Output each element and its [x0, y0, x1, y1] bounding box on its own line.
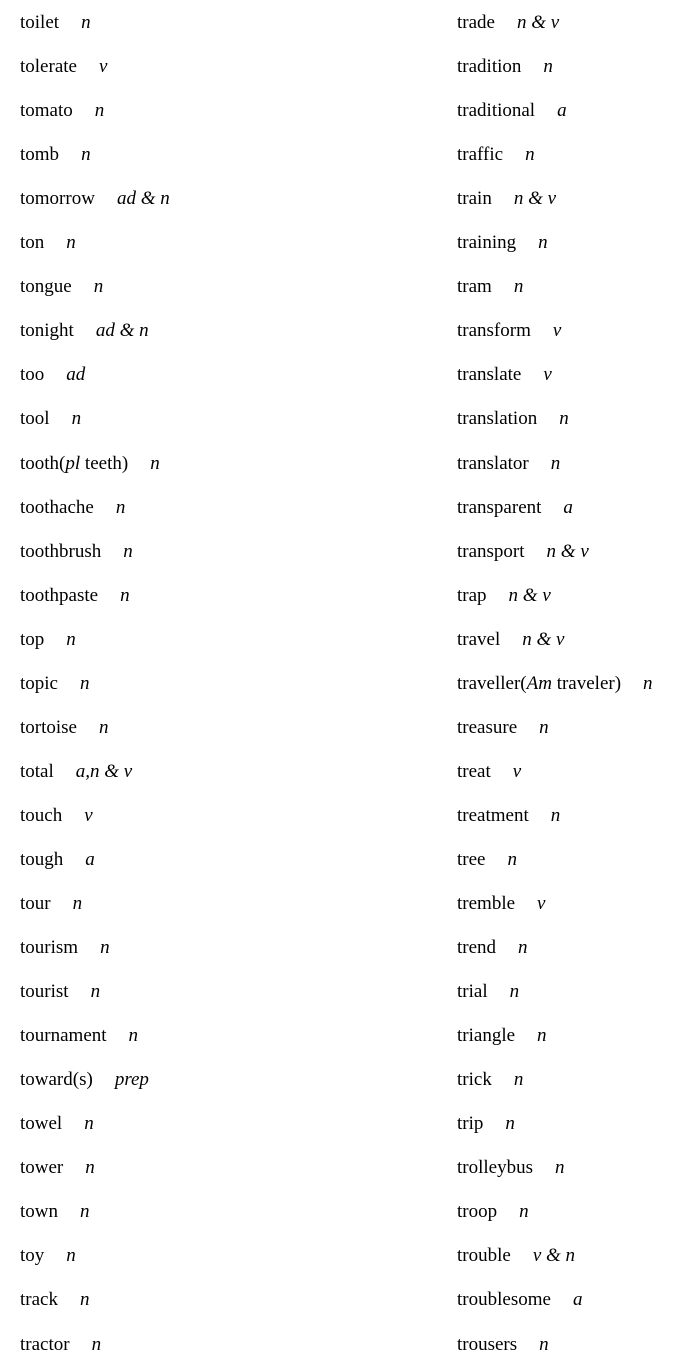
headword	[457, 1069, 492, 1090]
headword-part: traveler)	[551, 672, 622, 694]
part-of-speech: n	[525, 144, 535, 166]
headword-part: total	[20, 760, 54, 782]
word-entry	[457, 1109, 515, 1139]
word-entry	[20, 581, 130, 611]
headword	[457, 408, 537, 429]
part-of-speech: n & v	[522, 628, 565, 650]
headword	[457, 673, 621, 694]
word-entry	[20, 493, 125, 523]
word-entry	[20, 977, 100, 1007]
headword	[20, 408, 50, 429]
word-entry	[20, 1330, 101, 1360]
word-entry	[20, 1021, 138, 1051]
word-entry	[457, 1285, 582, 1315]
part-of-speech: a	[563, 496, 573, 518]
headword	[457, 56, 521, 77]
headword	[20, 541, 101, 562]
part-of-speech: n	[513, 276, 524, 298]
headword-part: tool	[20, 408, 50, 430]
word-entry	[20, 801, 93, 831]
headword-part: treatment	[457, 804, 529, 826]
headword	[457, 805, 529, 826]
headword	[20, 453, 128, 474]
headword-part: tour	[20, 893, 51, 914]
headword	[20, 1069, 93, 1090]
headword-part: treat	[457, 760, 491, 782]
headword-part: tournament	[20, 1025, 107, 1047]
headword-part: traffic	[457, 144, 504, 166]
headword-part: towel	[20, 1113, 63, 1135]
word-entry	[20, 360, 85, 390]
part-of-speech: n	[537, 1025, 547, 1047]
part-of-speech: n	[71, 408, 82, 430]
headword	[20, 232, 44, 253]
headword	[20, 100, 73, 121]
headword-part: tremble	[457, 893, 516, 914]
word-entry	[457, 889, 545, 919]
word-entry	[457, 757, 521, 787]
word-entry	[20, 316, 149, 346]
headword	[457, 232, 516, 253]
word-entry	[457, 581, 551, 611]
word-entry	[457, 184, 556, 214]
word-entry	[457, 1065, 523, 1095]
headword-part: translation	[457, 408, 538, 430]
headword	[457, 188, 492, 209]
part-of-speech: n	[505, 1113, 515, 1135]
headword	[457, 364, 521, 385]
headword	[20, 849, 63, 870]
headword-part: tomorrow	[20, 188, 95, 210]
headword	[20, 585, 98, 606]
headword	[20, 717, 77, 738]
headword-part: trend	[457, 937, 497, 959]
headword-part: treasure	[457, 716, 518, 738]
headword	[457, 937, 496, 958]
headword-part: toward(s)	[20, 1069, 93, 1091]
headword	[20, 188, 95, 209]
word-entry	[20, 228, 76, 258]
part-of-speech: n	[80, 672, 90, 694]
word-entry	[20, 1065, 149, 1095]
headword-part: translator	[457, 452, 529, 474]
headword-part: tooth(	[20, 452, 66, 474]
part-of-speech: n	[513, 1069, 524, 1091]
headword	[20, 320, 74, 341]
headword-part: ton	[20, 232, 45, 254]
word-entry	[20, 757, 132, 787]
word-entry	[457, 1021, 547, 1051]
part-of-speech: n	[81, 12, 91, 33]
word-entry	[20, 1109, 94, 1139]
part-of-speech: n	[519, 1201, 529, 1223]
part-of-speech: n	[507, 848, 517, 870]
word-entry	[20, 1285, 89, 1315]
word-entry	[457, 449, 560, 479]
headword-italic-part: Am	[526, 672, 552, 694]
word-entry	[457, 316, 561, 346]
word-entry	[457, 537, 589, 567]
word-entry	[457, 845, 517, 875]
word-entry	[20, 669, 90, 699]
headword-part: toothpaste	[20, 584, 99, 606]
headword-part: transparent	[457, 496, 542, 518]
part-of-speech: n	[539, 716, 549, 738]
part-of-speech: v	[98, 56, 108, 78]
part-of-speech: a	[572, 1289, 583, 1311]
word-entry	[20, 889, 82, 919]
headword-part: tourist	[20, 981, 69, 1003]
headword-part: tram	[457, 276, 492, 298]
headword-part: teeth)	[80, 452, 129, 474]
part-of-speech: n	[94, 100, 105, 122]
headword-part: tonight	[20, 320, 74, 342]
headword	[457, 893, 515, 914]
headword	[20, 629, 44, 650]
word-entry	[457, 404, 569, 434]
part-of-speech: n	[543, 56, 553, 78]
headword-part: trouble	[457, 1245, 511, 1267]
headword	[20, 1113, 62, 1134]
part-of-speech: a	[85, 848, 95, 870]
headword	[457, 717, 517, 738]
headword-part: trial	[457, 981, 488, 1003]
word-entry	[457, 1241, 575, 1271]
headword	[20, 12, 59, 33]
word-entry	[20, 52, 107, 82]
headword	[20, 144, 59, 165]
word-entry	[20, 184, 170, 214]
part-of-speech: n	[150, 452, 160, 474]
headword-part: traditional	[457, 100, 536, 122]
headword-part: tower	[20, 1157, 64, 1179]
word-entry	[457, 228, 548, 258]
part-of-speech: n & v	[508, 584, 551, 606]
headword-part: tree	[457, 848, 486, 870]
part-of-speech: n & v	[516, 12, 560, 33]
part-of-speech: ad & n	[116, 188, 170, 210]
word-entry	[457, 625, 564, 655]
part-of-speech: n	[550, 804, 561, 826]
word-entry	[20, 449, 160, 479]
headword-part: tortoise	[20, 716, 77, 738]
word-entry	[20, 625, 76, 655]
headword-part: translate	[457, 364, 522, 386]
headword	[20, 1289, 58, 1310]
part-of-speech: v	[537, 893, 546, 914]
part-of-speech: n	[550, 452, 561, 474]
part-of-speech: n	[509, 981, 520, 1003]
part-of-speech: n	[72, 893, 83, 914]
headword-part: trousers	[457, 1333, 518, 1355]
headword-part: transform	[457, 320, 531, 342]
part-of-speech: n	[84, 1113, 94, 1135]
headword-part: trap	[457, 584, 487, 606]
word-entry	[20, 1153, 95, 1183]
part-of-speech: n	[123, 540, 133, 562]
part-of-speech: n	[100, 937, 110, 959]
part-of-speech: v	[552, 320, 562, 342]
word-entry	[457, 933, 528, 963]
headword	[20, 937, 78, 958]
headword	[457, 453, 529, 474]
headword-part: tractor	[20, 1333, 70, 1355]
part-of-speech: n	[128, 1025, 139, 1047]
word-entry	[20, 96, 104, 126]
headword-part: trip	[457, 1113, 484, 1135]
word-entry	[20, 404, 81, 434]
part-of-speech: n	[518, 937, 528, 959]
part-of-speech: v & n	[532, 1245, 576, 1267]
word-entry	[457, 52, 553, 82]
headword	[20, 1157, 63, 1178]
headword	[457, 849, 485, 870]
headword-part: toy	[20, 1245, 45, 1267]
headword	[20, 497, 94, 518]
headword-part: troop	[457, 1201, 498, 1223]
word-entry	[20, 8, 91, 38]
word-entry	[457, 360, 552, 390]
headword	[457, 1245, 511, 1266]
headword-part: top	[20, 628, 45, 650]
headword	[457, 320, 531, 341]
headword-part: toilet	[20, 12, 60, 33]
headword-part: toothbrush	[20, 540, 102, 562]
word-entry	[20, 933, 110, 963]
headword	[457, 1201, 497, 1222]
headword-part: transport	[457, 540, 525, 562]
headword-part: tomato	[20, 100, 73, 122]
headword	[457, 497, 541, 518]
headword	[20, 981, 69, 1002]
headword	[457, 1157, 533, 1178]
headword-part: travel	[457, 628, 501, 650]
part-of-speech: n	[66, 628, 76, 650]
part-of-speech: n	[120, 584, 130, 606]
headword-part: too	[20, 364, 45, 386]
headword	[457, 1289, 551, 1310]
part-of-speech: n	[91, 1333, 102, 1355]
headword	[20, 1334, 70, 1355]
part-of-speech: n	[115, 496, 126, 518]
headword	[457, 276, 492, 297]
part-of-speech: n	[85, 1157, 95, 1179]
part-of-speech: v	[84, 804, 93, 826]
part-of-speech: n	[538, 232, 548, 254]
headword-part: triangle	[457, 1025, 516, 1047]
headword	[457, 761, 491, 782]
word-entry	[20, 1241, 76, 1271]
headword-part: troublesome	[457, 1289, 551, 1311]
word-entry	[457, 1330, 549, 1360]
part-of-speech: n	[93, 276, 104, 298]
part-of-speech: n	[66, 232, 76, 254]
headword	[20, 805, 62, 826]
part-of-speech: n	[79, 1289, 90, 1311]
headword-part: tourism	[20, 937, 79, 959]
word-entry	[457, 96, 567, 126]
headword	[457, 541, 525, 562]
word-entry	[457, 140, 535, 170]
headword-part: topic	[20, 672, 58, 694]
word-entry	[457, 977, 519, 1007]
headword-part: trade	[457, 12, 495, 33]
headword	[20, 673, 58, 694]
headword	[20, 893, 51, 914]
part-of-speech: a	[557, 100, 567, 122]
headword	[457, 1025, 515, 1046]
headword	[457, 1113, 483, 1134]
headword	[457, 12, 495, 33]
part-of-speech: n	[80, 1201, 90, 1223]
headword-part: town	[20, 1201, 58, 1223]
part-of-speech: a,n & v	[75, 760, 133, 782]
headword-part: touch	[20, 804, 63, 826]
word-entry	[20, 272, 103, 302]
part-of-speech: prep	[114, 1069, 149, 1091]
headword-italic-part: pl	[65, 452, 81, 474]
part-of-speech: ad & n	[95, 320, 149, 342]
headword-part: track	[20, 1289, 58, 1311]
part-of-speech: n	[643, 672, 653, 694]
headword-part: traveller(	[457, 672, 527, 694]
word-entry	[20, 713, 109, 743]
word-entry	[20, 140, 91, 170]
headword-part: toothache	[20, 496, 94, 518]
headword	[20, 1245, 44, 1266]
headword	[20, 1201, 58, 1222]
part-of-speech: n	[66, 1245, 76, 1267]
headword	[457, 1334, 517, 1355]
headword	[457, 981, 488, 1002]
headword	[20, 1025, 107, 1046]
headword-part: tolerate	[20, 56, 77, 78]
part-of-speech: n	[559, 408, 569, 430]
word-entry	[457, 1153, 565, 1183]
headword-part: train	[457, 188, 492, 210]
headword-part: tough	[20, 848, 64, 870]
part-of-speech: n	[555, 1157, 565, 1179]
headword-part: trick	[457, 1069, 492, 1091]
part-of-speech: n	[90, 981, 101, 1003]
word-entry	[457, 1197, 529, 1227]
part-of-speech: v	[543, 364, 552, 386]
part-of-speech: n & v	[546, 540, 589, 562]
headword-part: tongue	[20, 276, 72, 298]
headword	[20, 276, 72, 297]
headword	[457, 144, 503, 165]
part-of-speech: ad	[66, 364, 86, 386]
headword	[20, 364, 44, 385]
word-entry	[20, 845, 95, 875]
part-of-speech: v	[512, 760, 522, 782]
headword	[20, 56, 77, 77]
word-entry	[457, 801, 560, 831]
word-entry	[457, 272, 523, 302]
headword	[457, 100, 535, 121]
headword	[20, 761, 54, 782]
headword	[457, 629, 500, 650]
headword-part: trolleybus	[457, 1157, 533, 1179]
part-of-speech: n	[99, 716, 109, 738]
headword-part: tradition	[457, 56, 522, 78]
part-of-speech: n	[539, 1333, 549, 1355]
part-of-speech: n	[81, 144, 91, 166]
word-entry	[457, 713, 549, 743]
word-entry	[20, 537, 133, 567]
word-entry	[20, 1197, 90, 1227]
word-entry	[457, 8, 559, 38]
word-entry	[457, 669, 653, 699]
part-of-speech: n & v	[513, 188, 557, 210]
headword-part: tomb	[20, 144, 60, 166]
headword	[457, 585, 487, 606]
headword-part: training	[457, 232, 517, 254]
word-entry	[457, 493, 573, 523]
